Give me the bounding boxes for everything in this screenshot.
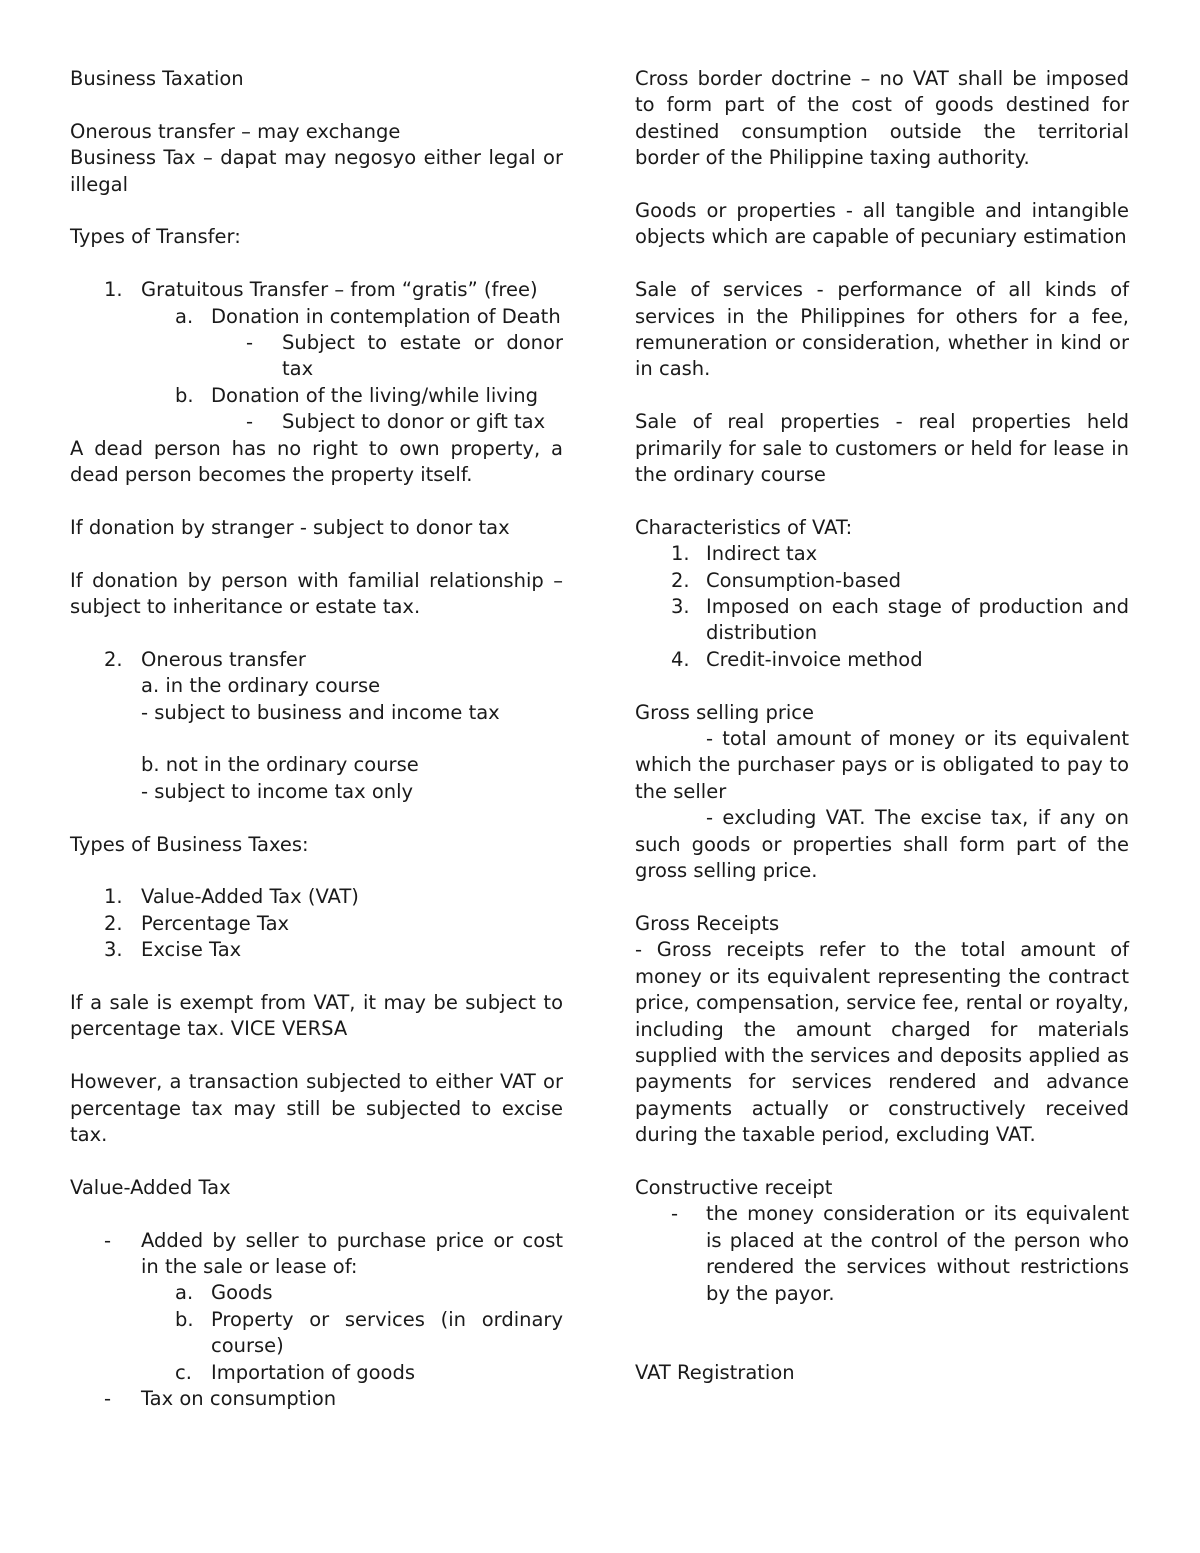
real-properties-paragraph: Sale of real properties - real properties held primarily for sale to customers or held for lease in the ordinary course	[635, 410, 1129, 487]
list-number: 2.	[671, 568, 690, 592]
characteristics-heading: Characteristics of VAT:	[635, 515, 853, 539]
list-item-text: Subject to donor or gift tax	[282, 410, 546, 434]
gross-selling-price-paragraph-2: - excluding VAT. The excise tax, if any on such goods or properties shall form part of the gross selling price.	[635, 806, 1129, 883]
list-item-text: Onerous transfer	[141, 647, 306, 671]
list-item	[70, 937, 563, 963]
excise-paragraph: However, a transaction subjected to either VAT or percentage tax may still be subjected to excise tax.	[70, 1070, 563, 1147]
list-item-text: Consumption-based	[706, 568, 902, 592]
list-item	[635, 541, 1129, 567]
list-item-text: Importation of goods	[211, 1360, 415, 1384]
list-item-text: Donation of the living/while living	[211, 383, 538, 407]
list-number: 2.	[104, 911, 123, 935]
list-item-text: Added by seller to purchase price or cost in the sale or lease of:	[141, 1228, 563, 1279]
list-number: 3.	[671, 595, 690, 619]
list-item-text: the money consideration or its equivalent is placed at the control of the person who rendered the services without restrictions by the payor.	[706, 1202, 1129, 1305]
list-number: 1.	[671, 542, 690, 566]
list-item	[70, 277, 563, 303]
types-of-transfer-heading: Types of Transfer:	[70, 225, 241, 249]
list-item	[70, 1386, 563, 1412]
dash-bullet: -	[104, 1228, 112, 1252]
list-item-text: Property or services (in ordinary course)	[211, 1307, 563, 1358]
list-item-text: Imposed on each stage of production and distribution	[706, 595, 1129, 645]
list-item	[70, 911, 563, 937]
list-letter: b.	[175, 1307, 194, 1331]
list-item-text: Excise Tax	[141, 938, 242, 962]
list-item-text: Subject to estate or donor tax	[282, 331, 563, 381]
dash-bullet: -	[246, 410, 254, 434]
dash-bullet: -	[671, 1202, 679, 1226]
list-item	[70, 409, 563, 435]
list-item-text: Value-Added Tax (VAT)	[141, 885, 359, 909]
services-paragraph: Sale of services - performance of all kinds of services in the Philippines for others for a fee, remuneration or consideration, whether in kind or in cash.	[635, 278, 1129, 381]
list-letter: c.	[175, 1360, 192, 1384]
gross-selling-price-paragraph-1: - total amount of money or its equivalent which the purchaser pays or is obligated to pay to the seller	[635, 727, 1129, 803]
ordinary-course-line: a. in the ordinary course	[141, 674, 381, 698]
familial-donation-paragraph: If donation by person with familial relationship – subject to inheritance or estate tax.	[70, 568, 563, 619]
list-item-text: Indirect tax	[706, 542, 818, 566]
list-letter: b.	[175, 383, 194, 407]
list-number: 1.	[104, 885, 123, 909]
constructive-receipt-heading: Constructive receipt	[635, 1175, 833, 1199]
list-item	[70, 383, 563, 409]
goods-paragraph: Goods or properties - all tangible and intangible objects which are capable of pecuniary estimation	[635, 199, 1129, 249]
list-letter: a.	[175, 304, 194, 328]
vat-exempt-paragraph: If a sale is exempt from VAT, it may be subject to percentage tax. VICE VERSA	[70, 991, 563, 1041]
stranger-donation-paragraph: If donation by stranger - subject to donor tax	[70, 515, 510, 539]
list-item	[70, 1228, 563, 1281]
list-number: 3.	[104, 938, 123, 962]
list-item	[70, 330, 563, 383]
value-added-tax-heading: Value-Added Tax	[70, 1175, 231, 1199]
ordinary-course-note: - subject to business and income tax	[141, 700, 500, 724]
list-item	[635, 647, 1129, 673]
vat-registration-heading: VAT Registration	[635, 1360, 795, 1384]
list-item-text: Tax on consumption	[141, 1387, 337, 1411]
right-column	[635, 66, 1129, 1386]
list-item	[635, 1201, 1129, 1307]
list-item-text: Credit-invoice method	[706, 647, 923, 671]
onerous-transfer-definition: Onerous transfer – may exchange	[70, 119, 401, 143]
gross-receipts-paragraph: - Gross receipts refer to the total amount of money or its equivalent representing the contract price, compensation, service fee, rental or royalty, including the amount charged for materials supplied with the services and deposits applied as payments for services rendered and advance payments actually or constructively received during the taxable period, excluding VAT.	[635, 938, 1129, 1147]
list-number: 4.	[671, 647, 690, 671]
dead-person-paragraph: A dead person has no right to own property, a dead person becomes the property itself.	[70, 436, 563, 487]
gross-selling-price-heading: Gross selling price	[635, 700, 815, 724]
list-item	[70, 1280, 563, 1306]
gross-receipts-heading: Gross Receipts	[635, 911, 780, 935]
not-ordinary-course-note: - subject to income tax only	[141, 779, 414, 803]
types-of-business-taxes-heading: Types of Business Taxes:	[70, 832, 309, 856]
list-item	[635, 568, 1129, 594]
list-item-text: Gratuitous Transfer – from “gratis” (free)	[141, 278, 538, 302]
list-item-text: Percentage Tax	[141, 911, 290, 935]
list-item	[70, 647, 563, 673]
list-item-text: Donation in contemplation of Death	[211, 304, 561, 328]
document-title: Business Taxation	[70, 67, 244, 90]
business-tax-definition: Business Tax – dapat may negosyo either legal or illegal	[70, 146, 563, 196]
dash-bullet: -	[104, 1387, 112, 1411]
list-item	[70, 1360, 563, 1386]
list-item	[70, 1307, 563, 1360]
dash-bullet: -	[246, 331, 254, 355]
list-item-text: Goods	[211, 1281, 273, 1305]
cross-border-paragraph: Cross border doctrine – no VAT shall be imposed to form part of the cost of goods destined for destined consumption outside the territorial border of the Philippine taxing authority.	[635, 67, 1129, 170]
left-column	[70, 66, 563, 1413]
list-item	[70, 304, 563, 330]
list-number: 2.	[104, 647, 123, 671]
list-item	[70, 884, 563, 910]
list-letter: a.	[175, 1281, 194, 1305]
not-ordinary-course-line: b. not in the ordinary course	[141, 753, 419, 777]
list-item	[635, 594, 1129, 647]
list-number: 1.	[104, 278, 123, 302]
